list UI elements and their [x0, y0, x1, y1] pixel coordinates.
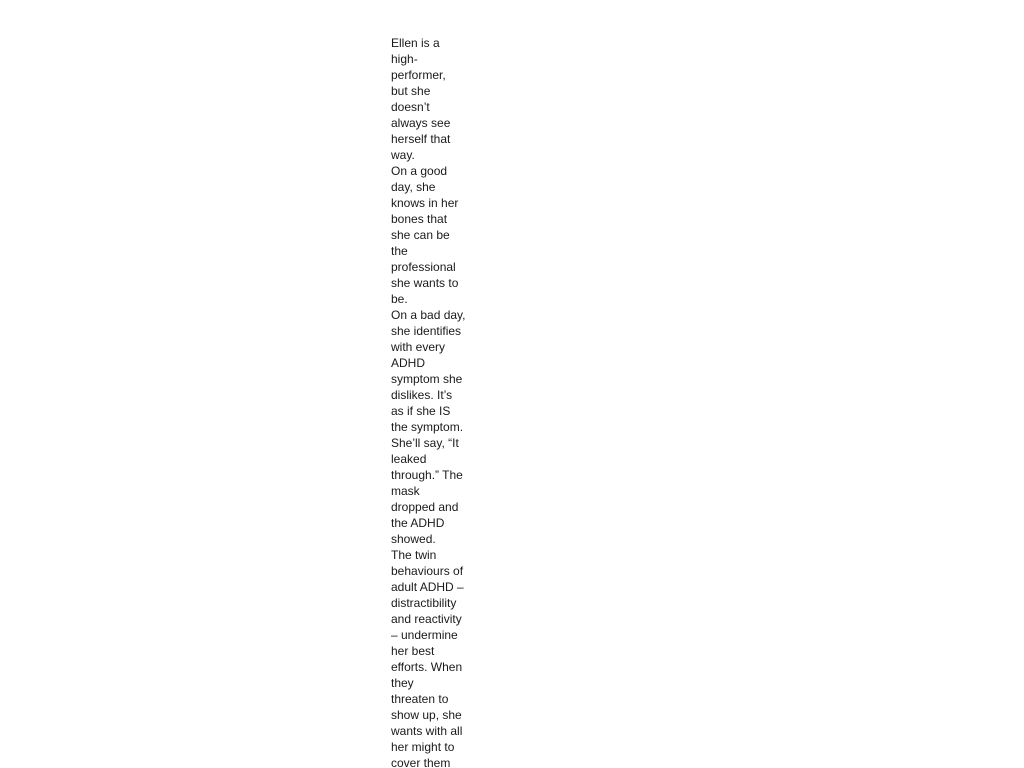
text-line: adult ADHD – [391, 580, 464, 594]
text-line: through.” The [391, 468, 463, 482]
text-line: they [391, 676, 414, 690]
text-line: she can be [391, 228, 450, 242]
text-line: show up, she [391, 708, 462, 722]
text-line: performer, [391, 68, 446, 82]
text-line: high- [391, 52, 418, 66]
text-line: mask [391, 484, 420, 498]
text-line: distractibility [391, 596, 457, 610]
text-line: symptom she [391, 372, 463, 386]
text-line: herself that [391, 132, 451, 146]
text-line: efforts. When [391, 660, 463, 674]
text-line: the [391, 244, 408, 258]
article-paragraph [391, 35, 469, 163]
text-line: – undermine [391, 628, 458, 642]
article-paragraph [391, 163, 469, 307]
text-line: On a bad day, [391, 308, 466, 322]
text-line: Ellen is a [391, 36, 440, 50]
text-line: knows in her [391, 196, 459, 210]
text-line: dislikes. It’s [391, 388, 453, 402]
text-line: always see [391, 116, 451, 130]
text-line: wants with all [391, 724, 463, 738]
text-line: and reactivity [391, 612, 462, 626]
text-line: her might to [391, 740, 455, 754]
text-line: behaviours of [391, 564, 464, 578]
text-line: with every [391, 340, 446, 354]
text-line: be. [391, 292, 408, 306]
text-line: day, she [391, 180, 436, 194]
text-line: showed. [391, 532, 436, 546]
text-line: bones that [391, 212, 448, 226]
text-line: but she [391, 84, 431, 98]
text-line: as if she IS [391, 404, 451, 418]
text-line: ADHD [391, 356, 426, 370]
text-line: the ADHD [391, 516, 445, 530]
text-line: professional [391, 260, 456, 274]
text-line: leaked [391, 452, 427, 466]
text-line: doesn’t [391, 100, 430, 114]
text-line: On a good [391, 164, 448, 178]
text-line: The twin [391, 548, 437, 562]
text-line: cover them [391, 756, 451, 768]
text-line: the symptom. [391, 420, 464, 434]
text-line: She’ll say, “It [391, 436, 459, 450]
article-text-column [391, 35, 469, 768]
text-line: way. [391, 148, 415, 162]
text-line: she wants to [391, 276, 459, 290]
article-paragraph [391, 307, 469, 547]
text-line: dropped and [391, 500, 459, 514]
text-line: her best [391, 644, 435, 658]
text-line: threaten to [391, 692, 449, 706]
article-paragraph [391, 547, 469, 768]
text-line: she identifies [391, 324, 462, 338]
